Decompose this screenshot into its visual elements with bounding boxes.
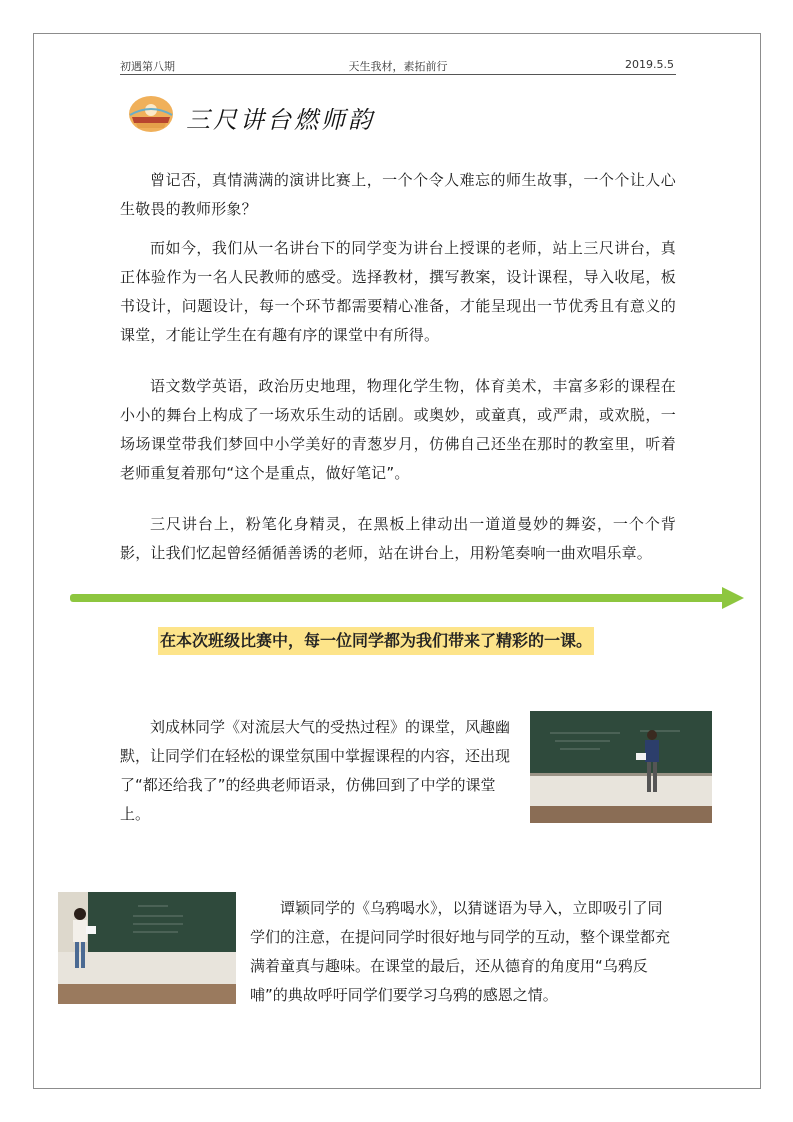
header-slogan: 天生我材，素拓前行 (348, 60, 448, 73)
section-title: 三尺讲台燃师韵 (186, 106, 375, 134)
paragraph-4: 三尺讲台上，粉笔化身精灵，在黑板上律动出一道道曼妙的舞姿，一个个背影，让我们忆起曾经循循善诱的老师，站在讲台上，用粉笔奏响一曲欢唱乐章。 (120, 515, 676, 562)
highlight-banner: 在本次班级比赛中，每一位同学都为我们带来了精彩的一课。 (158, 627, 594, 655)
classroom-photo-1 (530, 711, 712, 823)
paragraph-2: 而如今，我们从一名讲台下的同学变为讲台上授课的老师，站上三尺讲台，真正体验作为一名人民教师的感受。选择教材，撰写教案，设计课程，导入收尾，板书设计，问题设计，每一个环节都需要精心准备，才能呈现出一节优秀且有意义的课堂，才能让学生在有趣有序的课堂中有所得。 (120, 239, 676, 344)
sunset-logo-icon (128, 95, 174, 133)
classroom-photo-2 (58, 892, 236, 1004)
paragraph-1: 曾记否，真情满满的演讲比赛上，一个个令人难忘的师生故事，一个个让人心生敬畏的教师形象？ (120, 171, 676, 218)
divider-arrow (70, 585, 744, 611)
feature-block-1: 刘成林同学《对流层大气的受热过程》的课堂，风趣幽默，让同学们在轻松的课堂氛围中掌握课程的内容，还出现了“都还给我了”的经典老师语录，仿佛回到了中学的课堂上。 (120, 718, 511, 823)
paragraph-3: 语文数学英语，政治历史地理，物理化学生物，体育美术，丰富多彩的课程在小小的舞台上构成了一场欢乐生动的话剧。或奥妙，或童真，或严肃，或欢脱，一场场课堂带我们梦回中小学美好的青葱岁月，仿佛自己还坐在那时的教室里，听着老师重复着那句“这个是重点，做好笔记”。 (120, 377, 676, 482)
header-issue: 初遇第八期 (120, 60, 175, 73)
feature-block-2: 谭颖同学的《乌鸦喝水》，以猜谜语为导入，立即吸引了同学们的注意，在提问同学时很好地与同学的互动，整个课堂都充满着童真与趣味。在课堂的最后，还从德育的角度用“乌鸦反哺”的典故呼吁同学们要学习乌鸦的感恩之情。 (250, 899, 671, 1004)
header-date: 2019.5.5 (625, 58, 674, 71)
page-header (120, 56, 676, 75)
